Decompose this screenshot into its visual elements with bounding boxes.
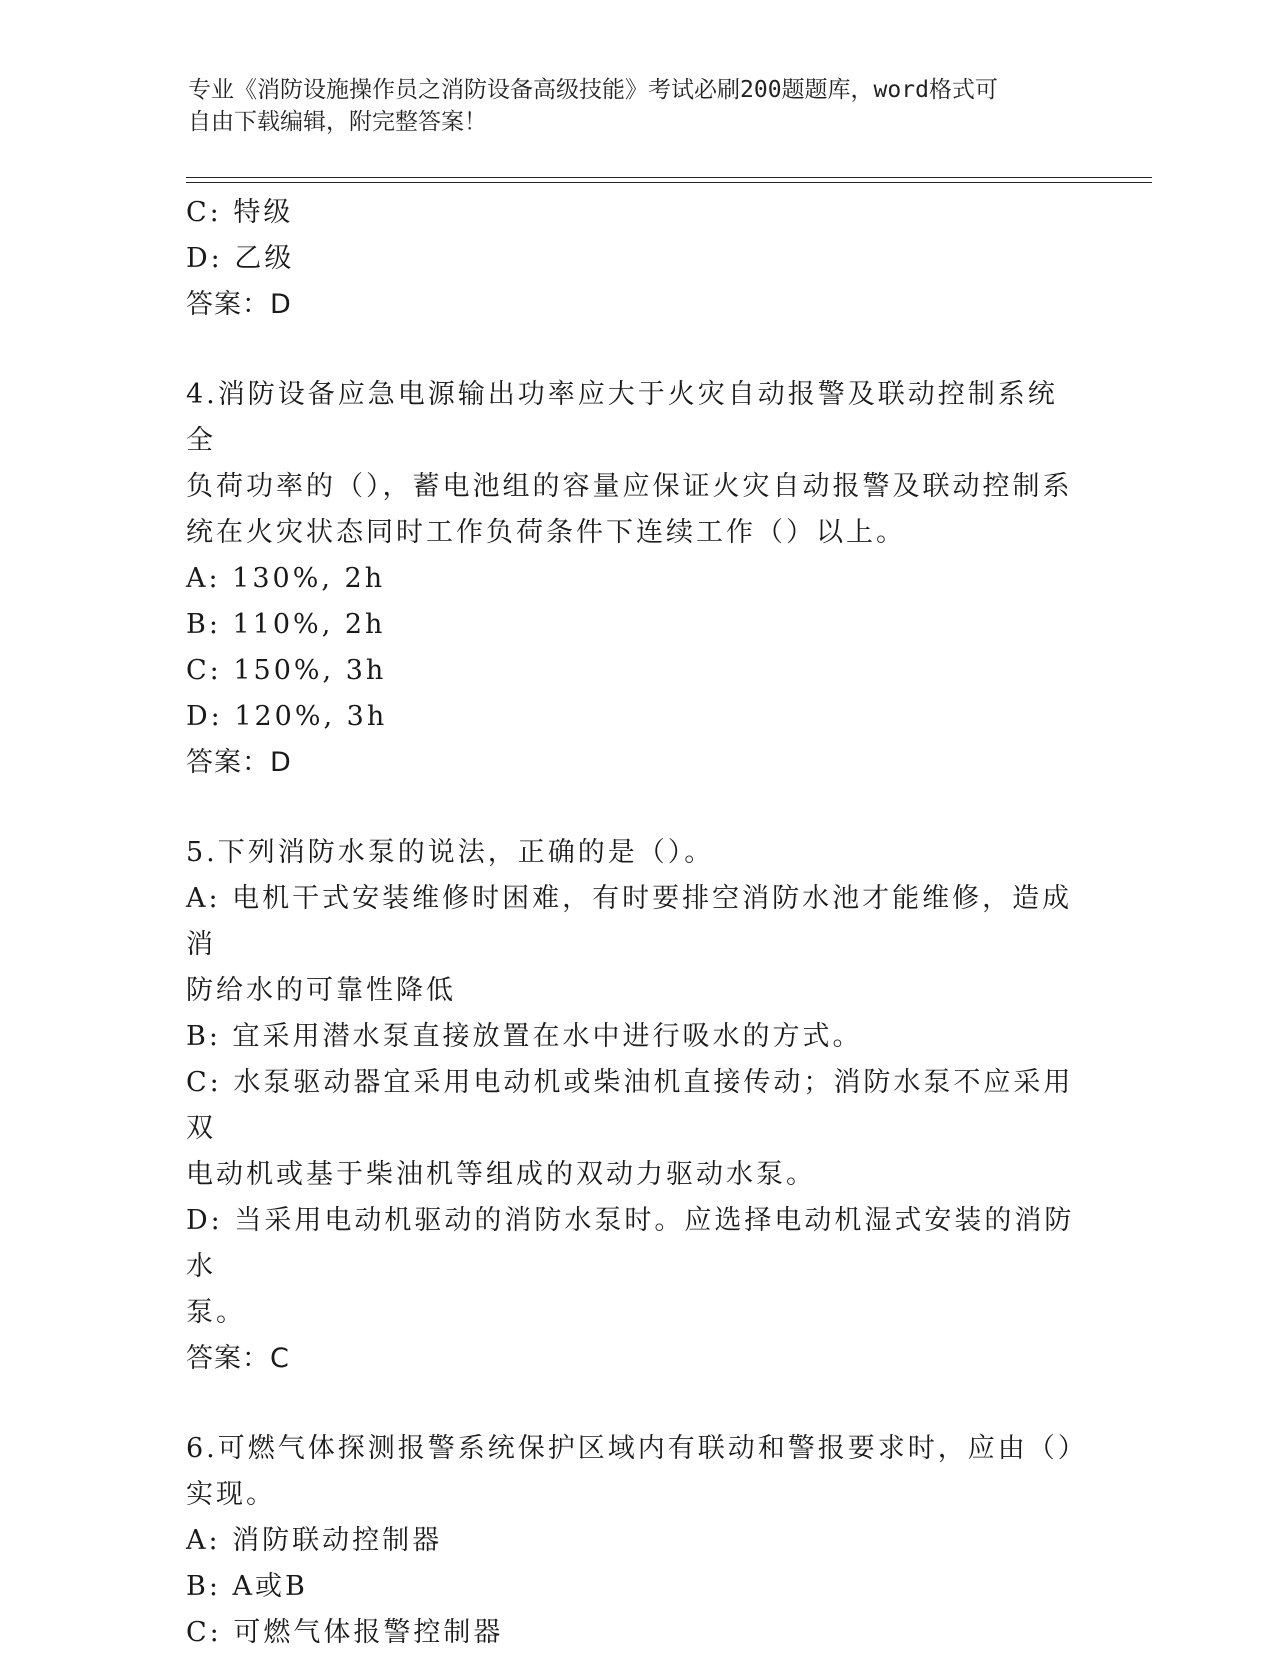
header-rule-top	[186, 177, 1152, 178]
document-header	[188, 74, 1088, 138]
option-d: D: 当采用电动机驱动的消防水泵时。应选择电动机湿式安装的消防水	[186, 1205, 1075, 1282]
option-d: D: 乙级	[186, 243, 295, 274]
option-c-continued: 电动机或基于柴油机等组成的双动力驱动水泵。	[186, 1159, 816, 1190]
question-3-remainder	[186, 190, 1086, 328]
header-rule-bottom	[186, 182, 1152, 183]
header-line-1: 专业《消防设施操作员之消防设备高级技能》考试必刷200题题库，word格式可	[188, 77, 998, 103]
answer-line: 答案：C	[186, 1343, 290, 1374]
question-stem-line: 统在火灾状态同时工作负荷条件下连续工作（）以上。	[186, 517, 906, 548]
option-d-continued: 泵。	[186, 1297, 246, 1328]
option-b: B: 宜采用潜水泵直接放置在水中进行吸水的方式。	[186, 1021, 863, 1052]
question-5	[186, 830, 1086, 1382]
option-a: A: 电机干式安装维修时困难，有时要排空消防水池才能维修，造成消	[186, 883, 1073, 960]
question-stem-line: 负荷功率的（），蓄电池组的容量应保证火灾自动报警及联动控制系	[186, 471, 1073, 502]
answer-line: 答案：D	[186, 747, 292, 778]
option-a: A: 130%, 2h	[186, 563, 386, 594]
question-stem-line: 5.下列消防水泵的说法，正确的是（）。	[186, 837, 715, 868]
option-c: C: 特级	[186, 197, 294, 228]
question-content	[186, 190, 1086, 1656]
option-c: C: 可燃气体报警控制器	[186, 1617, 504, 1648]
option-c: C: 水泵驱动器宜采用电动机或柴油机直接传动；消防水泵不应采用双	[186, 1067, 1074, 1144]
question-6	[186, 1426, 1086, 1656]
option-c: C: 150%, 3h	[186, 655, 387, 686]
option-a: A: 消防联动控制器	[186, 1525, 443, 1556]
question-stem-line: 6.可燃气体探测报警系统保护区域内有联动和警报要求时，应由（）	[186, 1433, 1088, 1464]
option-b: B: 110%, 2h	[186, 609, 386, 640]
option-b: B: A或B	[186, 1571, 308, 1602]
header-line-2: 自由下载编辑，附完整答案！	[188, 109, 487, 135]
question-stem-line: 实现。	[186, 1479, 276, 1510]
option-a-continued: 防给水的可靠性降低	[186, 975, 456, 1006]
answer-line: 答案：D	[186, 289, 292, 320]
question-4	[186, 372, 1086, 786]
question-stem-line: 4.消防设备应急电源输出功率应大于火灾自动报警及联动控制系统全	[186, 379, 1058, 456]
option-d: D: 120%, 3h	[186, 701, 388, 732]
